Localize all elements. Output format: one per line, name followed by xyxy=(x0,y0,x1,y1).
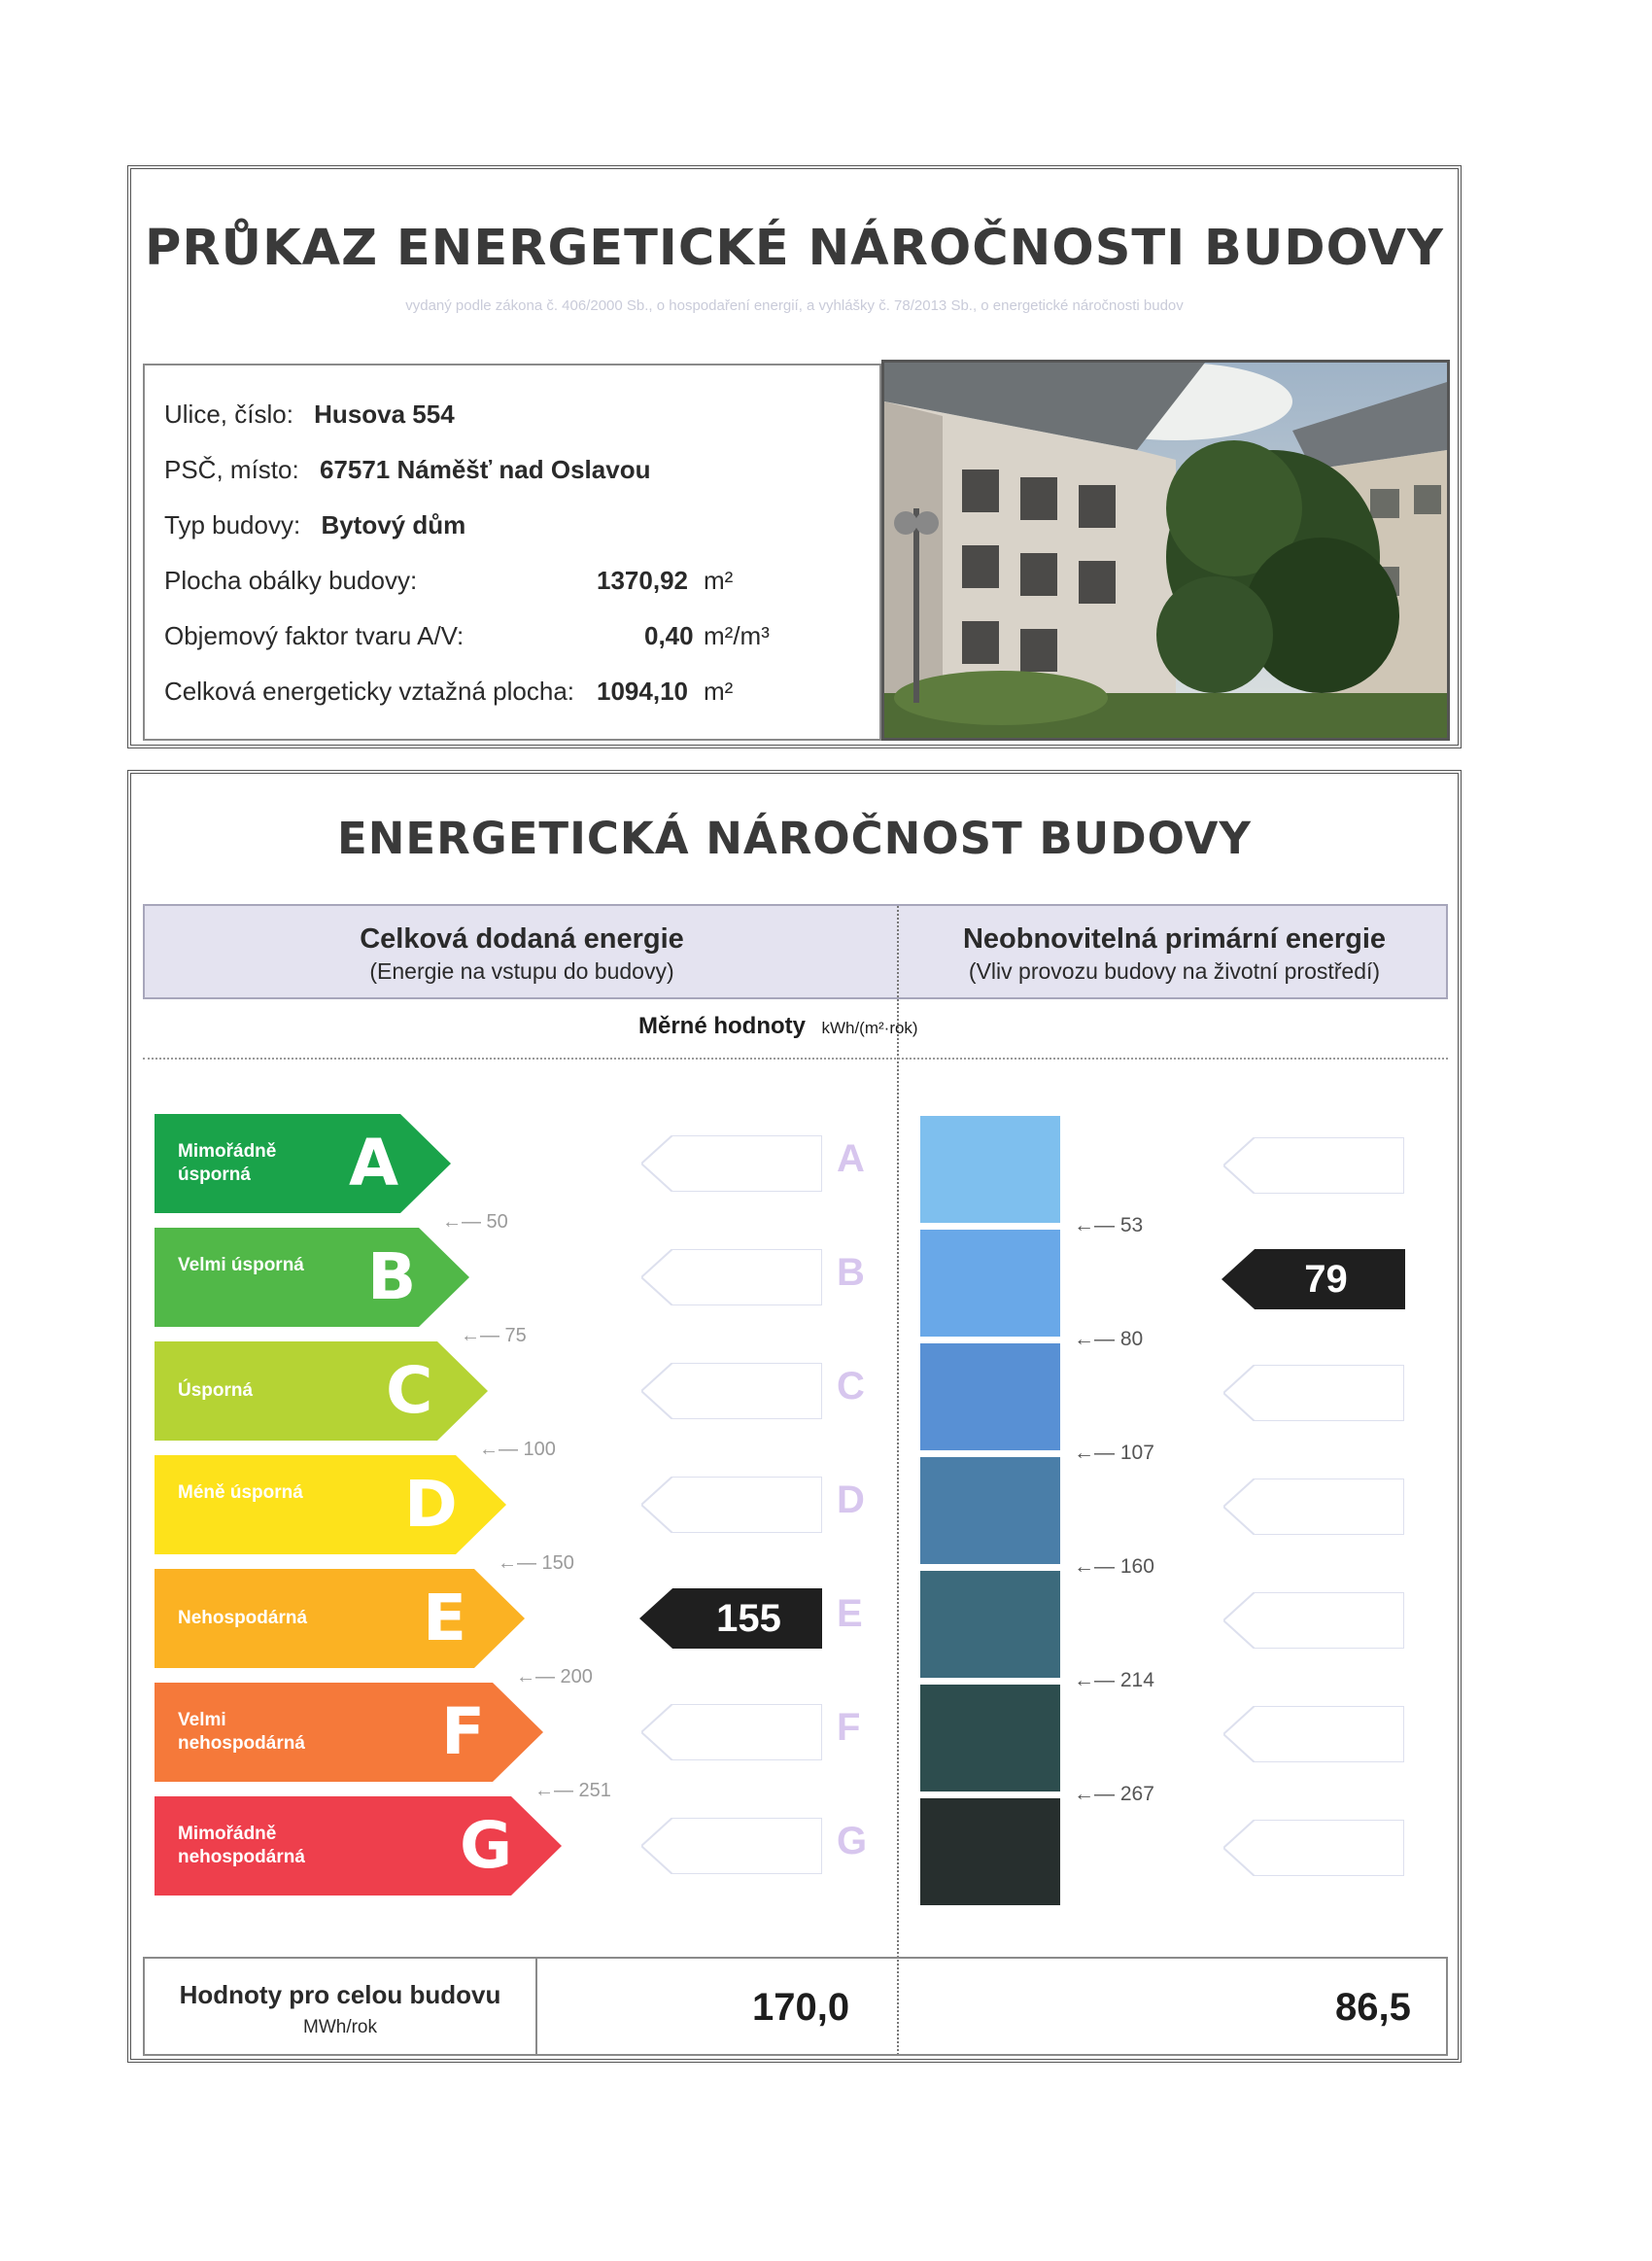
primary-energy-marker xyxy=(1222,1249,1405,1309)
delivered-slot-letter-b: B xyxy=(837,1251,865,1294)
specific-values-unit: kWh/(m²·rok) xyxy=(821,1019,918,1037)
delivered-slot-f xyxy=(641,1704,822,1760)
delivered-slot-letter-g: G xyxy=(837,1820,868,1862)
envelope-label: Plocha obálky budovy: xyxy=(164,566,418,595)
energy-performance-section xyxy=(127,770,1462,2063)
building-info-panel xyxy=(143,364,881,741)
shape-factor-value: 0,40 xyxy=(644,621,694,650)
class-label-c: Úsporná xyxy=(178,1380,254,1401)
delivered-energy-subtitle: (Energie na vstupu do budovy) xyxy=(369,958,674,984)
heading-separator xyxy=(143,1058,1448,1060)
class-label-b: Velmi úsporná xyxy=(178,1255,304,1275)
primary-energy-subtitle: (Vliv provozu budovy na životní prostředí) xyxy=(968,958,1381,984)
class-letter-g: G xyxy=(460,1808,513,1883)
class-arrow-f xyxy=(155,1683,543,1782)
specific-values-label: Měrné hodnoty xyxy=(638,1013,806,1039)
class-label-e: Nehospodárná xyxy=(178,1608,308,1628)
footer-divider xyxy=(535,1959,537,2054)
delivered-threshold: ←— 251 xyxy=(534,1780,611,1801)
primary-threshold: ←— 53 xyxy=(1074,1214,1144,1236)
delivered-slot-letter-e: E xyxy=(837,1592,863,1635)
class-arrow-e xyxy=(155,1569,525,1668)
shape-factor-row xyxy=(164,621,844,651)
envelope-row xyxy=(164,566,844,596)
shape-factor-unit: m²/m³ xyxy=(704,621,770,650)
delivered-threshold: ←— 150 xyxy=(498,1552,574,1574)
primary-threshold: ←— 267 xyxy=(1074,1783,1154,1805)
class-letter-d: D xyxy=(404,1467,458,1542)
street-value: Husova 554 xyxy=(314,400,455,429)
primary-threshold: ←— 160 xyxy=(1074,1555,1154,1578)
primary-band-f xyxy=(920,1685,1060,1791)
primary-slot-f xyxy=(1223,1706,1404,1762)
class-label-g: Mimořádně nehospodárná xyxy=(178,1824,305,1867)
shape-factor-label: Objemový faktor tvaru A/V: xyxy=(164,621,465,650)
delivered-energy-value: 155 xyxy=(716,1596,781,1640)
delivered-threshold: ←— 75 xyxy=(461,1325,527,1346)
column-divider xyxy=(897,906,899,2055)
delivered-slot-g xyxy=(641,1818,822,1874)
type-label: Typ budovy: xyxy=(164,510,301,539)
class-arrow-a xyxy=(155,1114,451,1213)
primary-band-b xyxy=(920,1230,1060,1337)
class-letter-c: C xyxy=(386,1353,433,1428)
delivered-slot-a xyxy=(641,1135,822,1192)
class-arrow-g xyxy=(155,1796,562,1896)
delivered-slot-letter-f: F xyxy=(837,1706,861,1749)
reference-area-label: Celková energeticky vztažná plocha: xyxy=(164,677,575,706)
class-arrow-b xyxy=(155,1228,469,1327)
class-letter-f: F xyxy=(441,1694,486,1769)
primary-energy-value: 79 xyxy=(1304,1257,1348,1301)
type-row xyxy=(164,510,465,540)
delivered-threshold: ←— 100 xyxy=(479,1439,556,1460)
primary-slot-d xyxy=(1223,1478,1404,1535)
delivered-threshold: ←— 200 xyxy=(516,1666,593,1687)
primary-slot-a xyxy=(1223,1137,1404,1194)
reference-area-unit: m² xyxy=(704,677,734,706)
zip-row xyxy=(164,455,650,485)
delivered-slot-letter-c: C xyxy=(837,1365,865,1408)
whole-building-values xyxy=(143,1957,1448,2056)
delivered-slot-letter-a: A xyxy=(837,1137,865,1180)
class-label-a: Mimořádně úsporná xyxy=(178,1141,277,1185)
class-label-f: Velmi nehospodárná xyxy=(178,1710,305,1754)
primary-energy-title: Neobnovitelná primární energie xyxy=(962,923,1387,955)
reference-area-row xyxy=(164,677,864,707)
primary-slot-c xyxy=(1223,1365,1404,1421)
primary-slot-g xyxy=(1223,1820,1404,1876)
street-row xyxy=(164,400,455,430)
class-letter-e: E xyxy=(423,1581,467,1655)
reference-area-value: 1094,10 xyxy=(597,677,688,706)
delivered-threshold: ←— 50 xyxy=(442,1211,508,1233)
envelope-unit: m² xyxy=(704,566,734,595)
certificate-header xyxy=(127,165,1462,748)
delivered-slot-b xyxy=(641,1249,822,1305)
delivered-energy-title: Celková dodaná energie xyxy=(360,923,684,955)
zip-value: 67571 Náměšť nad Oslavou xyxy=(319,455,651,484)
class-arrow-c xyxy=(155,1341,488,1441)
primary-band-c xyxy=(920,1343,1060,1450)
column-headers xyxy=(143,904,1448,999)
primary-band-d xyxy=(920,1457,1060,1564)
delivered-energy-total: 170,0 xyxy=(752,1986,850,2029)
envelope-value: 1370,92 xyxy=(597,566,688,595)
primary-threshold: ←— 214 xyxy=(1074,1669,1154,1691)
primary-threshold: ←— 107 xyxy=(1074,1442,1154,1464)
primary-band-g xyxy=(920,1798,1060,1905)
delivered-slot-c xyxy=(641,1363,822,1419)
street-label: Ulice, číslo: xyxy=(164,400,293,429)
class-letter-a: A xyxy=(349,1126,399,1200)
specific-values-heading xyxy=(638,1013,918,1040)
class-arrow-d xyxy=(155,1455,506,1554)
certificate-title: PRŮKAZ ENERGETICKÉ NÁROČNOSTI BUDOVY xyxy=(145,220,1444,277)
delivered-slot-letter-d: D xyxy=(837,1478,865,1521)
class-letter-b: B xyxy=(367,1239,417,1314)
primary-threshold: ←— 80 xyxy=(1074,1328,1144,1350)
building-photo xyxy=(881,360,1450,741)
legal-subtitle: vydaný podle zákona č. 406/2000 Sb., o hospodaření energií, a vyhlášky č. 78/2013 Sb., o energetické náročnosti budov xyxy=(405,297,1184,314)
primary-slot-e xyxy=(1223,1592,1404,1649)
class-label-d: Méně úsporná xyxy=(178,1482,303,1503)
primary-energy-total: 86,5 xyxy=(1335,1986,1411,2029)
primary-band-a xyxy=(920,1116,1060,1223)
primary-band-e xyxy=(920,1571,1060,1678)
zip-label: PSČ, místo: xyxy=(164,455,299,484)
whole-building-unit: MWh/rok xyxy=(303,2017,377,2037)
whole-building-label: Hodnoty pro celou budovu xyxy=(179,1980,501,2009)
delivered-energy-marker xyxy=(639,1588,822,1649)
type-value: Bytový dům xyxy=(321,510,466,539)
energy-title: ENERGETICKÁ NÁROČNOST BUDOVY xyxy=(336,813,1253,864)
delivered-slot-d xyxy=(641,1477,822,1533)
